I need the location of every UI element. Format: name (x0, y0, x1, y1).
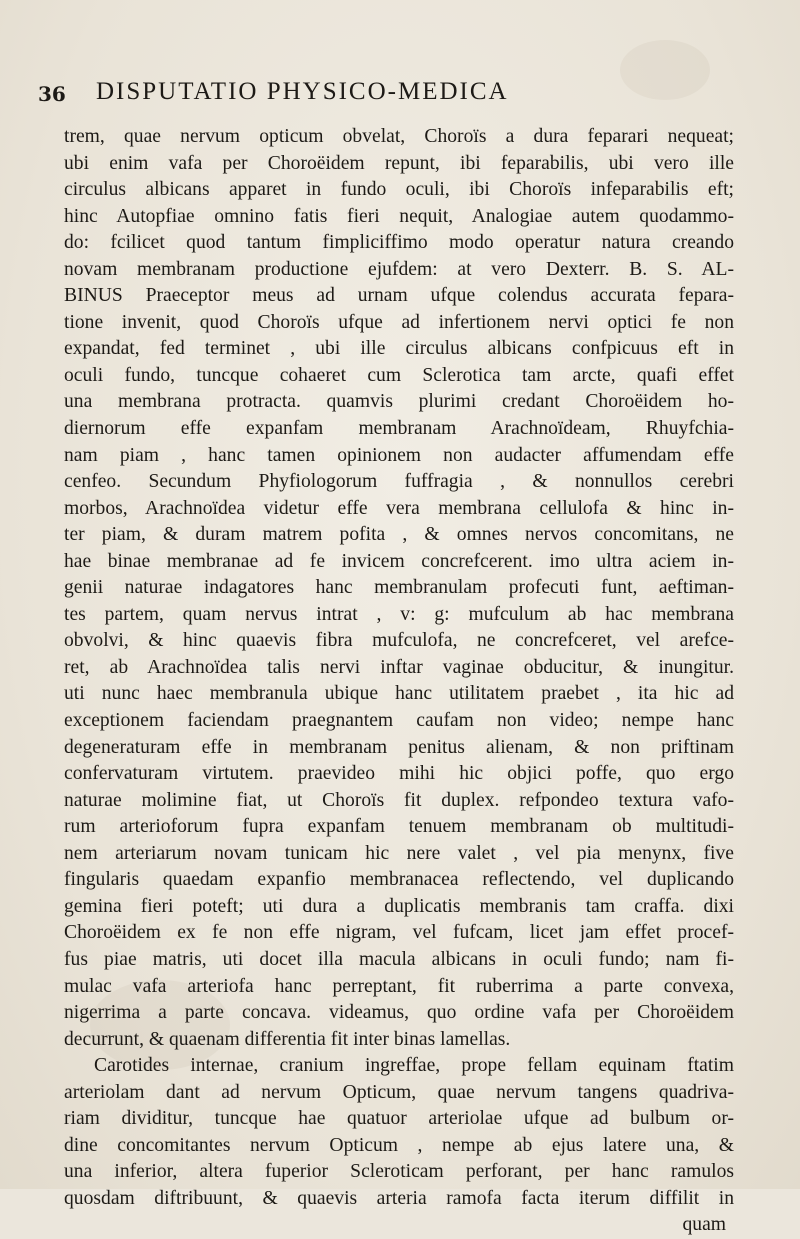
text-line: gemina fieri poteft; uti dura a duplicatis membranis tam craffa. dixi (64, 895, 734, 917)
text-line: Carotides internae, cranium ingreffae, prope fellam equinam ftatim (94, 1055, 734, 1077)
text-line: uti nunc haec membranula ubique hanc utilitatem praebet , ita hic ad (64, 683, 734, 705)
text-line: tione invenit, quod Choroïs ufque ad infertionem nervi optici fe non (64, 311, 734, 333)
text-line: nem arteriarum novam tunicam hic nere valet , vel pia menynx, five (64, 842, 734, 864)
text-line: exceptionem faciendam praegnantem caufam non video; nempe hanc (64, 710, 734, 732)
text-line: circulus albicans apparet in fundo oculi, ibi Choroïs infeparabilis eft; (64, 179, 734, 201)
page-number: 36 (38, 82, 66, 106)
text-line: genii naturae indagatores hanc membranulam profecuti funt, aeftiman- (64, 577, 734, 599)
text-line: nam piam , hanc tamen opinionem non audacter affumendam effe (64, 444, 734, 466)
text-line: arteriolam dant ad nervum Opticum, quae nervum tangens quadriva- (64, 1081, 734, 1103)
text-line: ret, ab Arachnoïdea talis nervi inftar vaginae obducitur, & inungitur. (64, 656, 734, 678)
text-line: Choroëidem ex fe non effe nigram, vel fufcam, licet jam effet procef- (64, 922, 734, 944)
catchword: quam (682, 1214, 726, 1236)
running-head: DISPUTATIO PHYSICO-MEDICA (96, 78, 509, 105)
text-line: oculi fundo, tuncque cohaeret cum Sclerotica tam arcte, quafi effet (64, 364, 734, 386)
text-line: dine concomitantes nervum Opticum , nempe ab ejus latere una, & (64, 1134, 734, 1156)
text-line: decurrunt, & quaenam differentia fit inter binas lamellas. (64, 1028, 511, 1050)
text-line: ter piam, & duram matrem pofita , & omnes nervos concomitans, ne (64, 524, 734, 546)
text-line: naturae molimine fiat, ut Choroïs fit duplex. refpondeo textura vafo- (64, 789, 734, 811)
text-line: BINUS Praeceptor meus ad urnam ufque colendus accurata fepara- (64, 285, 734, 307)
page-header (38, 78, 760, 118)
text-line: do: fcilicet quod tantum fimpliciffimo modo operatur natura creando (64, 232, 734, 254)
text-line: fingularis quaedam expanfio membranacea reflectendo, vel duplicando (64, 869, 734, 891)
text-line: hinc Autopfiae omnino fatis fieri nequit, Analogiae autem quodammo- (64, 205, 734, 227)
text-line: trem, quae nervum opticum obvelat, Choroïs a dura feparari nequeat; (64, 126, 734, 147)
text-line: tes partem, quam nervus intrat , v: g: mufculum ab hac membrana (64, 603, 734, 625)
text-line: una membrana protracta. quamvis plurimi credant Choroëidem ho- (64, 391, 734, 413)
text-line: diernorum effe expanfam membranam Arachnoïdeam, Rhuyfchia- (64, 418, 734, 440)
text-line: rum arterioforum fupra expanfam tenuem membranam ob multitudi- (64, 816, 734, 838)
text-line: obvolvi, & hinc quaevis fibra mufculofa, ne concrefceret, vel arefce- (64, 630, 734, 652)
text-line: una inferior, altera fuperior Scleroticam perforant, per hanc ramulos (64, 1161, 734, 1183)
text-line: novam membranam productione ejufdem: at vero Dexterr. B. S. AL- (64, 258, 734, 280)
text-line: fus piae matris, uti docet illa macula albicans in oculi fundo; nam fi- (64, 948, 734, 970)
text-line: quosdam diftribuunt, & quaevis arteria ramofa facta iterum diffilit in (64, 1187, 734, 1209)
text-line: confervaturam virtutem. praevideo mihi hic objici poffe, quo ergo (64, 763, 734, 785)
text-line: morbos, Arachnoïdea videtur effe vera membrana cellulofa & hinc in- (64, 497, 734, 519)
text-line: degeneraturam effe in membranam penitus alienam, & non priftinam (64, 736, 734, 758)
text-line: hae binae membranae ad fe invicem concrefcerent. imo ultra aciem in- (64, 550, 734, 572)
text-line: riam dividitur, tuncque hae quatuor arteriolae ufque ad bulbum or- (64, 1108, 734, 1130)
text-line: mulac vafa arteriofa hanc perreptant, fit ruberrima a parte convexa, (64, 975, 734, 997)
text-line: cenfeo. Secundum Phyfiologorum fuffragia , & nonnullos cerebri (64, 471, 734, 493)
body-text (64, 124, 734, 1239)
text-line: expandat, fed terminet , ubi ille circulus albicans confpicuus eft in (64, 338, 734, 360)
text-line: ubi enim vafa per Choroëidem repunt, ibi feparabilis, ubi vero ille (64, 152, 734, 174)
text-line: nigerrima a parte concava. videamus, quo ordine vafa per Choroëidem (64, 1002, 734, 1024)
